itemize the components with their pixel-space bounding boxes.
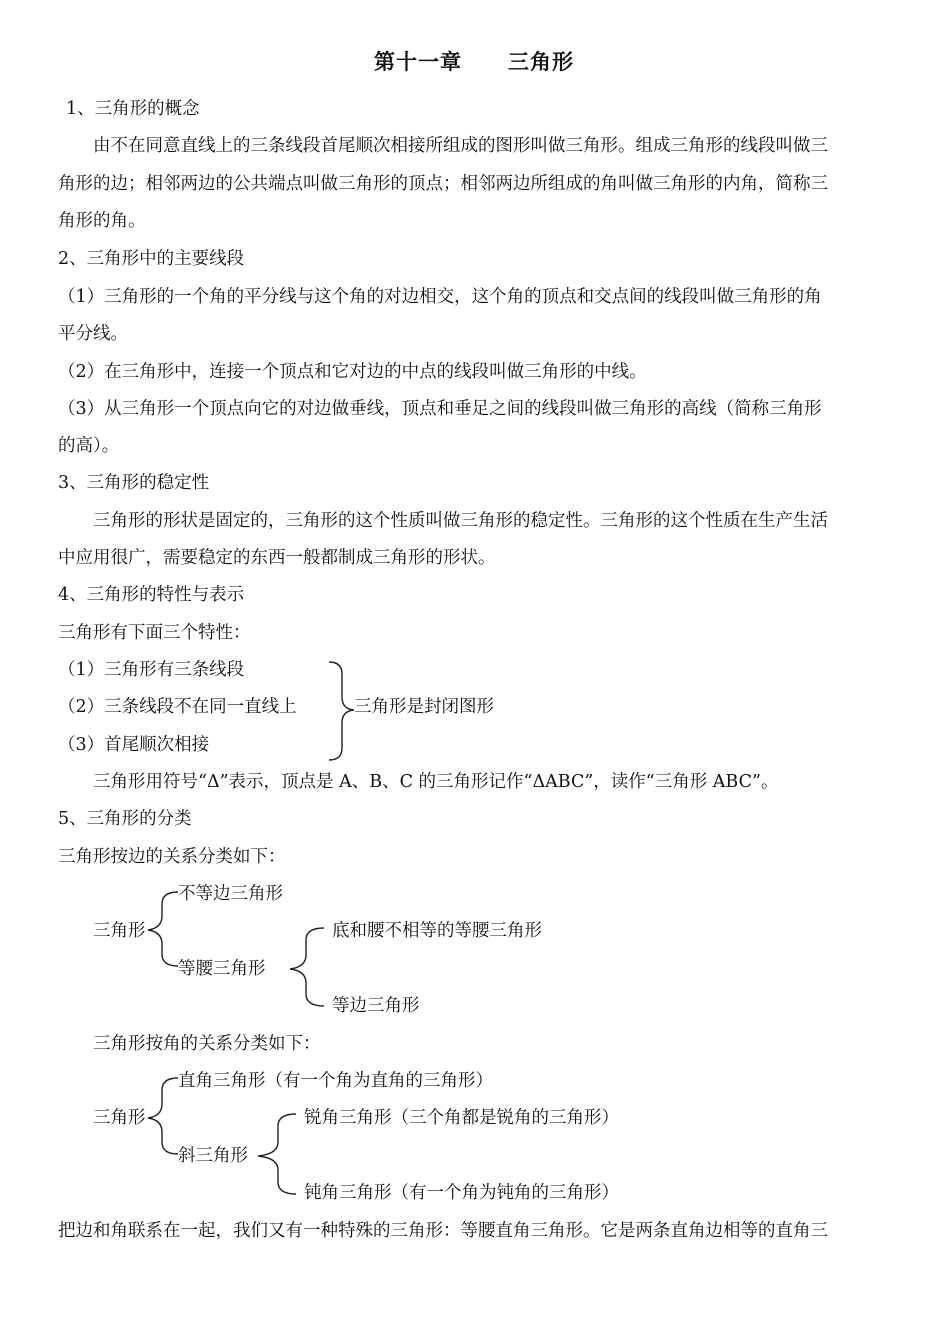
tree-root: 三角形 xyxy=(93,1108,146,1128)
paragraph-line: 角形的角。 xyxy=(58,211,146,231)
property-item: （2）三条线段不在同一直线上 xyxy=(58,697,297,717)
closed-figure-conclusion: 三角形是封闭图形 xyxy=(354,697,494,717)
paragraph-line: （2）在三角形中，连接一个顶点和它对边的中点的线段叫做三角形的中线。 xyxy=(58,362,647,382)
notation-line: 三角形用符号“Δ”表示，顶点是 A、B、C 的三角形记作“ΔABC”，读作“三角形 ABC”。 xyxy=(93,772,779,792)
section-2-heading: 2、三角形中的主要线段 xyxy=(58,249,245,269)
paragraph-line: （1）三角形的一个角的平分线与这个角的对边相交，这个角的顶点和交点间的线段叫做三角形的角 xyxy=(58,287,822,307)
section-3-heading: 3、三角形的稳定性 xyxy=(58,473,210,493)
left-brace xyxy=(144,1072,180,1156)
paragraph-line: （3）从三角形一个顶点向它的对边做垂线，顶点和垂足之间的线段叫做三角形的高线（简称三角形 xyxy=(58,399,822,419)
tree-leaf: 底和腰不相等的等腰三角形 xyxy=(332,921,542,941)
paragraph-line: 三角形的形状是固定的，三角形的这个性质叫做三角形的稳定性。三角形的这个性质在生产生活 xyxy=(93,511,828,531)
section-5-heading: 5、三角形的分类 xyxy=(58,809,192,829)
classification-by-side-intro: 三角形按边的关系分类如下： xyxy=(58,847,286,867)
tree-leaf: 锐角三角形（三个角都是锐角的三角形） xyxy=(304,1108,619,1128)
tree-leaf: 直角三角形（有一个角为直角的三角形） xyxy=(178,1071,493,1091)
right-brace xyxy=(326,660,356,762)
paragraph-line: 平分线。 xyxy=(58,324,128,344)
section-4-heading: 4、三角形的特性与表示 xyxy=(58,585,245,605)
tree-node: 等腰三角形 xyxy=(178,959,266,979)
tree-leaf: 不等边三角形 xyxy=(178,884,283,904)
tree-leaf: 等边三角形 xyxy=(332,996,420,1016)
classification-by-angle-intro: 三角形按角的关系分类如下： xyxy=(93,1034,321,1054)
left-brace xyxy=(254,1108,298,1196)
tree-node: 斜三角形 xyxy=(178,1146,248,1166)
paragraph-line: 的高）。 xyxy=(58,436,120,456)
left-brace xyxy=(286,922,326,1008)
paragraph-line: 角形的边；相邻两边的公共端点叫做三角形的顶点；相邻两边所组成的角叫做三角形的内角，简称三 xyxy=(58,174,828,194)
left-brace xyxy=(144,886,180,966)
properties-intro: 三角形有下面三个特性： xyxy=(58,623,251,643)
tree-leaf: 钝角三角形（有一个角为钝角的三角形） xyxy=(304,1183,619,1203)
paragraph-line: 把边和角联系在一起，我们又有一种特殊的三角形：等腰直角三角形。它是两条直角边相等的直角三 xyxy=(58,1221,828,1241)
property-item: （1）三角形有三条线段 xyxy=(58,660,245,680)
paragraph-line: 中应用很广，需要稳定的东西一般都制成三角形的形状。 xyxy=(58,548,496,568)
chapter-title xyxy=(374,49,574,74)
chapter-number: 第十一章 xyxy=(374,49,462,74)
tree-root: 三角形 xyxy=(93,921,146,941)
paragraph-line: 由不在同意直线上的三条线段首尾顺次相接所组成的图形叫做三角形。组成三角形的线段叫做三 xyxy=(93,136,828,156)
chapter-name: 三角形 xyxy=(508,49,574,74)
section-1-heading: 1、三角形的概念 xyxy=(66,99,200,119)
property-item: （3）首尾顺次相接 xyxy=(58,735,210,755)
